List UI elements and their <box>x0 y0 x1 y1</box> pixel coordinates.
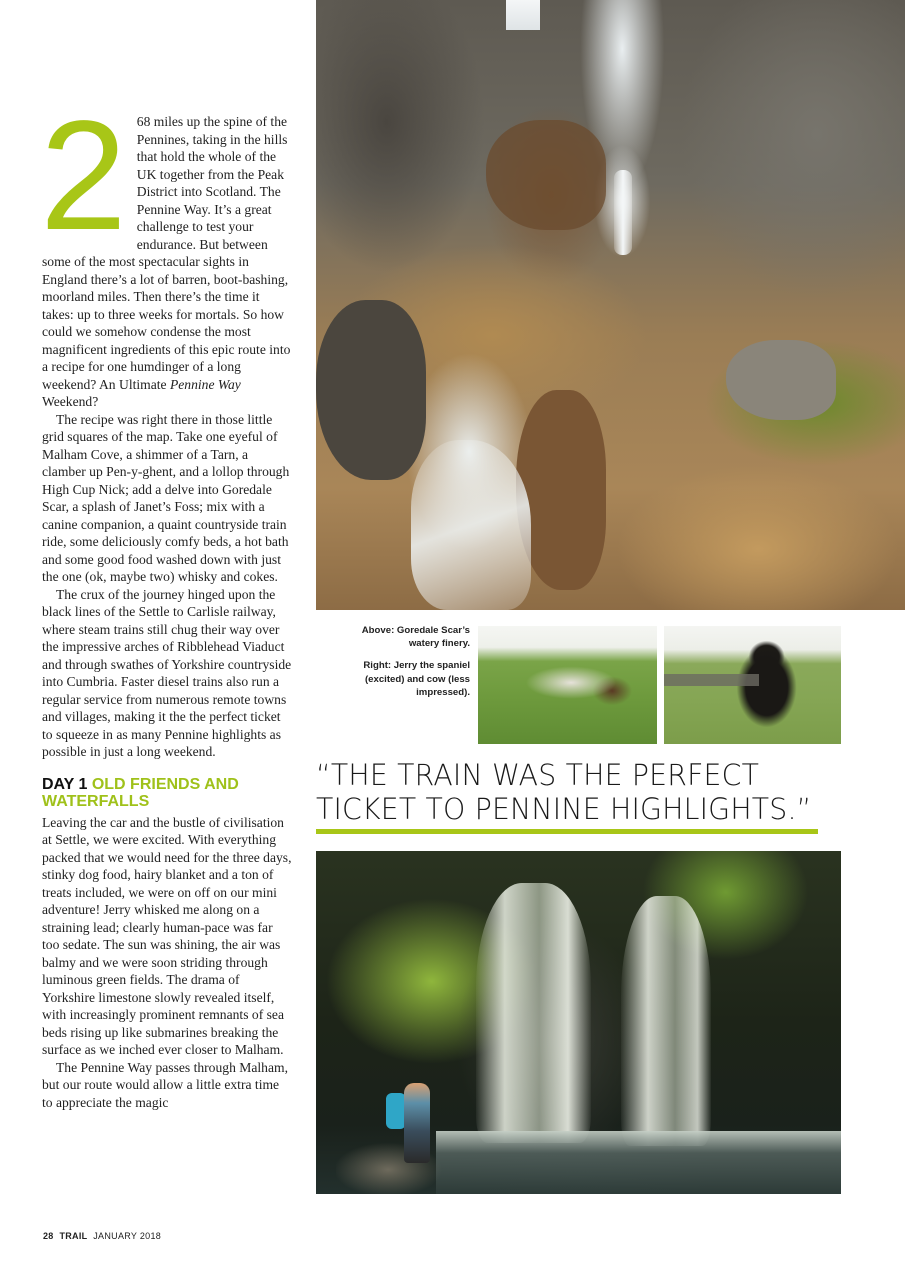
photo-rock <box>316 300 426 480</box>
photo-waterfall-upper <box>614 170 632 255</box>
paragraph-4: Leaving the car and the bustle of civilisation at Settle, we were excited. With everything packed that we would need for the three days, stinky dog food, hairy blanket and a ton of treats included, we were on off on our mini adventure! Jerry whisked me along on a straining lead; clearly human-pace was far too sedate. The sun was shining, the air was balmy and we were soon striding through luminous green fields. The drama of Yorkshire limestone slowly revealed itself, with increasingly prominent remnants of sea beds rising up like submarines breaking the surface as we inched ever closer to Malham. <box>42 814 292 1057</box>
issue-date: JANUARY 2018 <box>93 1231 162 1241</box>
goredale-scar-photo <box>316 0 905 610</box>
article-body <box>40 89 292 1111</box>
photo-stone-wall <box>664 674 759 686</box>
photo-backpack <box>386 1093 406 1129</box>
day-label: DAY 1 <box>42 775 88 793</box>
caption-right: Right: Jerry the spaniel (excited) and cow (less impressed). <box>363 660 470 698</box>
photo-rock <box>726 340 836 420</box>
cow-photo <box>664 626 841 744</box>
photo-sky <box>506 0 540 30</box>
photo-rock <box>486 120 606 230</box>
photo-walker <box>404 1083 430 1163</box>
paragraph-2: The recipe was right there in those little grid squares of the map. Take one eyeful of Malham Cove, a shimmer of a Tarn, a clamber up Pen-y-ghent, and a lollop through High Cup Nick; add a delve into Goredale Scar, a splash of Janet’s Foss; mix with a canine companion, a quaint countryside train ride, some deliciously comfy beds, a hot bath and some good food washed down with just the one (ok, maybe two) whisky and cokes. <box>42 411 290 584</box>
intro-italic: Pennine Way <box>169 376 241 392</box>
paragraph-5: The Pennine Way passes through Malham, but our route would allow a little extra time to appreciate the magic <box>42 1059 288 1110</box>
photo-captions <box>342 624 470 708</box>
day-1-heading <box>42 776 292 810</box>
pull-quote: “THE TRAIN WAS THE PERFECT TICKET TO PENNINE HIGHLIGHTS.” <box>316 758 812 826</box>
folio <box>43 1231 161 1241</box>
photo-pool <box>436 1131 841 1194</box>
photo-waterfall-right <box>621 896 711 1146</box>
janets-foss-photo <box>316 851 841 1194</box>
intro-text: 68 miles up the spine of the Pennines, taking in the hills that hold the whole of the UK together from the Peak District into Scotland. The Pennine Way. It’s a great challenge to test your endurance. But between some of the most spectacular sights in England there’s a lot of barren, boot-bashing, moorland miles. Then there’s the time it takes: up to three weeks for mortals. So how could we somehow condense the most magnificent ingredients of this epic route into a recipe for one humdinger of a long weekend? An Ultimate <box>42 114 291 392</box>
day-title: OLD FRIENDS AND WATERFALLS <box>42 775 239 810</box>
intro-paragraph <box>40 89 292 411</box>
paragraph-3: The crux of the journey hinged upon the black lines of the Settle to Carlisle railway, where steam trains still chug their way over the impressive arches of Ribblehead Viaduct and through swathes of Yorkshire countryside into Cumbria. Faster diesel trains also run a regular service from numerous remote towns and villages, making it the the perfect ticket to squeeze in as many Pennine highlights as possible in just a long weekend. <box>42 586 292 759</box>
spaniel-photo <box>478 626 657 744</box>
pull-quote-rule <box>316 829 818 834</box>
intro-end: Weekend? <box>42 394 99 409</box>
day-1-section <box>42 814 292 1112</box>
caption-above: Above: Goredale Scar’s watery finery. <box>361 625 470 650</box>
drop-cap: 2 <box>40 89 127 263</box>
photo-rocks <box>336 1133 466 1194</box>
photo-waterfall-lower <box>411 440 531 610</box>
page-number: 28 <box>43 1231 54 1241</box>
magazine-name: TRAIL <box>59 1231 88 1241</box>
photo-waterfall-left <box>476 883 591 1143</box>
